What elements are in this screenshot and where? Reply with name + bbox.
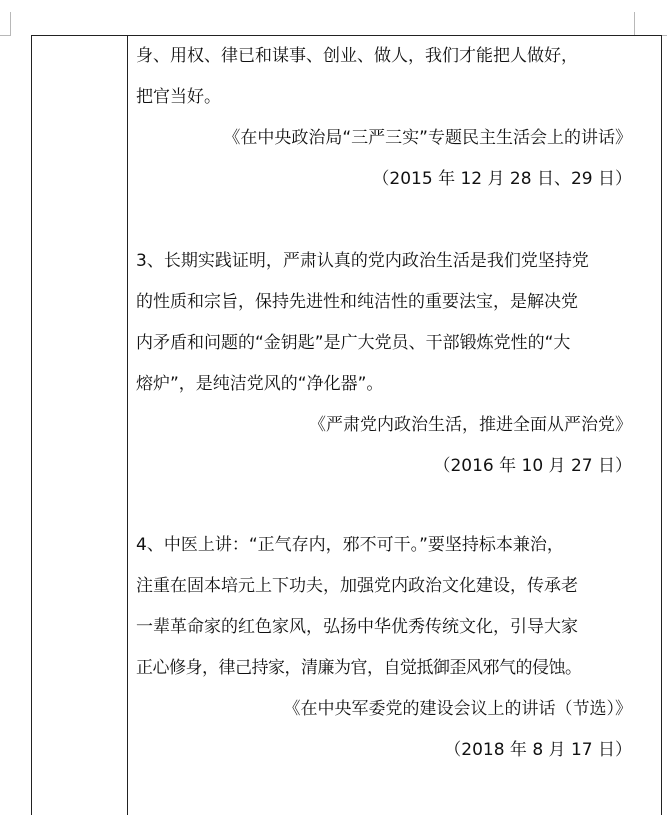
source-date: （2015 年 12 月 28 日、29 日） xyxy=(372,169,632,189)
quote-block-4 xyxy=(136,525,632,771)
paragraph-line: 正心修身，律己持家，清廉为官，自觉抵御歪风邪气的侵蚀。 xyxy=(136,658,582,678)
spacer xyxy=(136,200,632,241)
table-content-cell xyxy=(136,36,632,771)
quote-block-3 xyxy=(136,241,632,487)
paragraph-line: 内矛盾和问题的“金钥匙”是广大党员、干部锻炼党性的“大 xyxy=(136,333,571,353)
source-title: 《在中央军委党的建设会议上的讲话（节选）》 xyxy=(283,699,632,719)
paragraph-line: 熔炉”，是纯洁党风的“净化器”。 xyxy=(136,374,384,394)
paragraph-line: 身、用权、律已和谋事、创业、做人，我们才能把人做好， xyxy=(136,46,578,66)
crop-mark xyxy=(0,35,11,36)
source-date: （2018 年 8 月 17 日） xyxy=(444,740,632,760)
paragraph-line: 把官当好。 xyxy=(136,87,221,107)
source-title: 《严肃党内政治生活，推进全面从严治党》 xyxy=(309,415,632,435)
source-date: （2016 年 10 月 27 日） xyxy=(433,456,632,476)
crop-mark xyxy=(10,12,11,36)
quote-block-top xyxy=(136,36,632,200)
crop-mark xyxy=(634,12,635,36)
paragraph-line: 注重在固本培元上下功夫，加强党内政治文化建设，传承老 xyxy=(136,576,578,596)
table-column-divider xyxy=(127,35,128,815)
source-title: 《在中央政治局“三严三实”专题民主生活会上的讲话》 xyxy=(223,128,632,148)
paragraph-line: 的性质和宗旨，保持先进性和纯洁性的重要法宝，是解决党 xyxy=(136,292,578,312)
paragraph-line: 一辈革命家的红色家风，弘扬中华优秀传统文化，引导大家 xyxy=(136,617,578,637)
paragraph-line: 4、中医上讲：“正气存内，邪不可干。”要坚持标本兼治， xyxy=(136,535,564,555)
spacer xyxy=(136,487,632,525)
paragraph-line: 3、长期实践证明，严肃认真的党内政治生活是我们党坚持党 xyxy=(136,251,589,271)
